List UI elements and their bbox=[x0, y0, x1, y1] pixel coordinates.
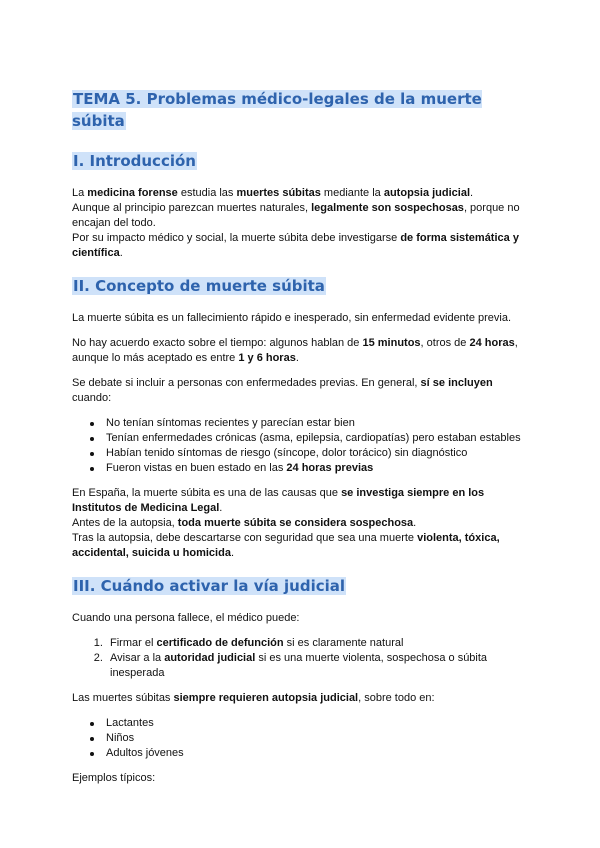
espana-line-1: En España, la muerte súbita es una de las causas que se investiga siempre en los Institutos de Medicina Legal. bbox=[72, 487, 485, 514]
intro-line-3: Por su impacto médico y social, la muerte súbita debe investigarse de forma sistemática y científica. bbox=[72, 232, 519, 259]
document-title: TEMA 5. Problemas médico-legales de la muerte súbita bbox=[72, 90, 482, 130]
list-item: Lactantes bbox=[106, 716, 532, 731]
list-item: Habían tenido síntomas de riesgo (síncope, dolor torácico) sin diagnóstico bbox=[106, 446, 532, 461]
section-heading-via-judicial: III. Cuándo activar la vía judicial bbox=[73, 577, 346, 595]
espana-line-3: Tras la autopsia, debe descartarse con seguridad que sea una muerte violenta, tóxica, accidental, suicida u homicida. bbox=[72, 532, 500, 559]
list-item: No tenían síntomas recientes y parecían estar bien bbox=[106, 416, 532, 431]
concepto-debate: Se debate si incluir a personas con enfermedades previas. En general, sí se incluyen cuando: bbox=[72, 377, 493, 404]
groups-list bbox=[72, 716, 532, 761]
intro-paragraph bbox=[72, 186, 532, 261]
document-content bbox=[72, 88, 532, 786]
doctor-actions-list bbox=[72, 636, 532, 681]
autopsia-requirement: Las muertes súbitas siempre requieren autopsia judicial, sobre todo en: bbox=[72, 692, 435, 704]
intro-line-1: La medicina forense estudia las muertes súbitas mediante la autopsia judicial. bbox=[72, 187, 474, 199]
list-item: Tenían enfermedades crónicas (asma, epilepsia, cardiopatías) pero estaban estables bbox=[106, 431, 532, 446]
espana-paragraph bbox=[72, 486, 532, 561]
list-item: Adultos jóvenes bbox=[106, 746, 532, 761]
list-item: 2. Avisar a la autoridad judicial si es una muerte violenta, sospechosa o súbita inesperada bbox=[106, 651, 532, 681]
intro-line-2: Aunque al principio parezcan muertes naturales, legalmente son sospechosas, porque no encajan del todo. bbox=[72, 202, 520, 229]
espana-line-2: Antes de la autopsia, toda muerte súbita se considera sospechosa. bbox=[72, 517, 417, 529]
ejemplos-label: Ejemplos típicos: bbox=[72, 772, 156, 784]
via-judicial-intro: Cuando una persona fallece, el médico puede: bbox=[72, 612, 300, 624]
section-heading-concepto: II. Concepto de muerte súbita bbox=[73, 277, 325, 295]
concepto-definition: La muerte súbita es un fallecimiento rápido e inesperado, sin enfermedad evidente previa. bbox=[72, 312, 512, 324]
list-item: 1. Firmar el certificado de defunción si es claramente natural bbox=[106, 636, 532, 651]
concepto-tiempo: No hay acuerdo exacto sobre el tiempo: algunos hablan de 15 minutos, otros de 24 horas, aunque lo más aceptado es entre 1 y 6 horas. bbox=[72, 337, 518, 364]
list-item: Fueron vistas en buen estado en las 24 horas previas bbox=[106, 461, 532, 476]
section-heading-introduccion: I. Introducción bbox=[73, 152, 196, 170]
criteria-list bbox=[72, 416, 532, 476]
list-item: Niños bbox=[106, 731, 532, 746]
